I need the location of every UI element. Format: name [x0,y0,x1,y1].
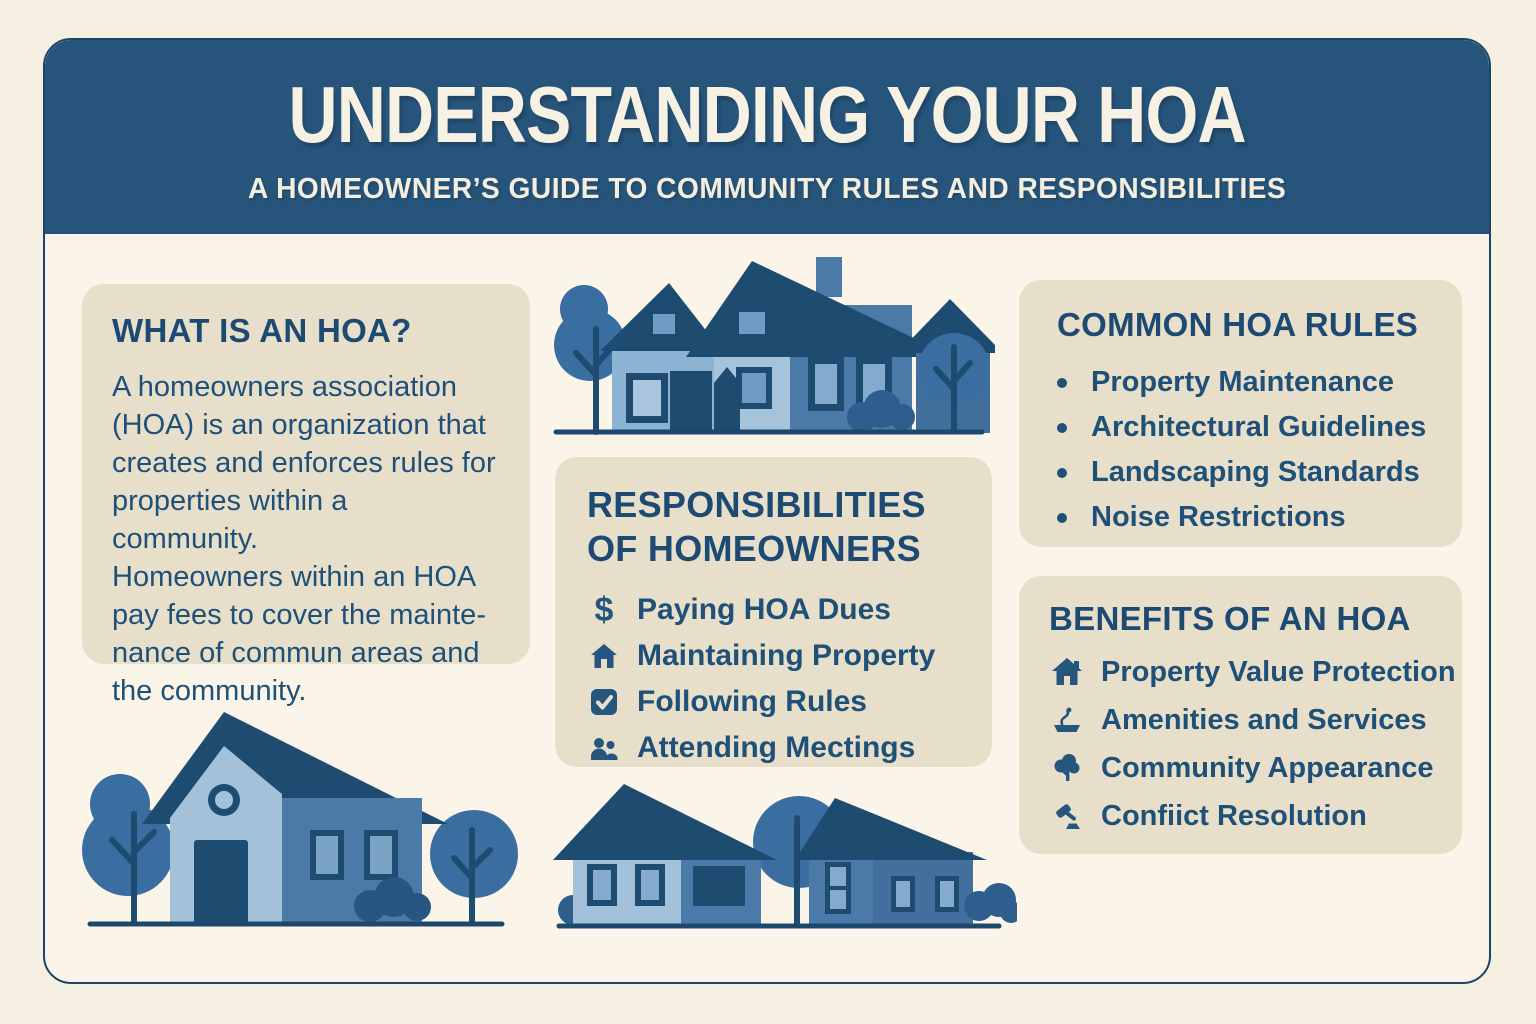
checkbox-icon [587,687,621,717]
list-item: Amenities and Services [1049,696,1440,744]
list-item: Property Maintenance [1057,360,1436,405]
gavel-icon [1049,800,1085,832]
responsibilities-list [587,587,960,771]
list-item: Attending Mectings [587,725,960,771]
amenities-icon [1049,704,1085,736]
benefits-section [1019,576,1462,854]
bullet-dot [1057,468,1067,478]
benefits-list [1049,648,1456,840]
list-item: Noise Restrictions [1057,495,1436,540]
list-item: Confiict Resolution [1049,792,1440,840]
benefits-heading: BENEFITS OF AN HOA [1049,600,1411,637]
header-banner [45,40,1489,234]
people-icon [587,733,621,763]
houses-illustration-top [550,245,995,437]
bullet-dot [1057,378,1067,388]
common-rules-section [1019,280,1462,547]
common-rules-heading: COMMON HOA RULES [1057,306,1419,343]
responsibilities-heading: RESPONSIBILITIES OF HOMEOWNERS [587,484,926,569]
page-title: UNDERSTANDING YOUR HOA [288,69,1246,159]
infographic-card [43,38,1491,984]
what-is-hoa-heading: WHAT IS AN HOA? [112,312,412,349]
list-item: Architectural Guidelines [1057,405,1436,450]
common-rules-list [1057,360,1436,540]
page-subtitle: A HOMEOWNER’S GUIDE TO COMMUNITY RULES AND RESPONSIBILITIES [247,172,1287,205]
tree-icon [1049,752,1085,784]
house-icon [1049,656,1085,688]
list-item: Property Value Protection [1049,648,1440,696]
bullet-dot [1057,423,1067,433]
list-item: Maintaining Property [587,633,960,679]
list-item: Following Rules [587,679,960,725]
responsibilities-section [555,457,992,767]
list-item: $ Paying HOA Dues [587,587,960,633]
home-icon [587,641,621,671]
dollar-icon: $ [594,591,614,629]
list-item: Community Appearance [1049,744,1440,792]
houses-illustration-bottom-middle [547,774,1017,939]
house-illustration-bottom-left [64,702,529,957]
list-item: Landscaping Standards [1057,450,1436,495]
bullet-dot [1057,513,1067,523]
what-is-hoa-section [82,284,530,707]
what-is-hoa-paragraph: A homeowners association (HOA) is an organization that creates and enforces rules for properties within a community. Homeowners within an HOA pay fees to cover the mainte- nance of commun areas and the community. [112,371,496,707]
